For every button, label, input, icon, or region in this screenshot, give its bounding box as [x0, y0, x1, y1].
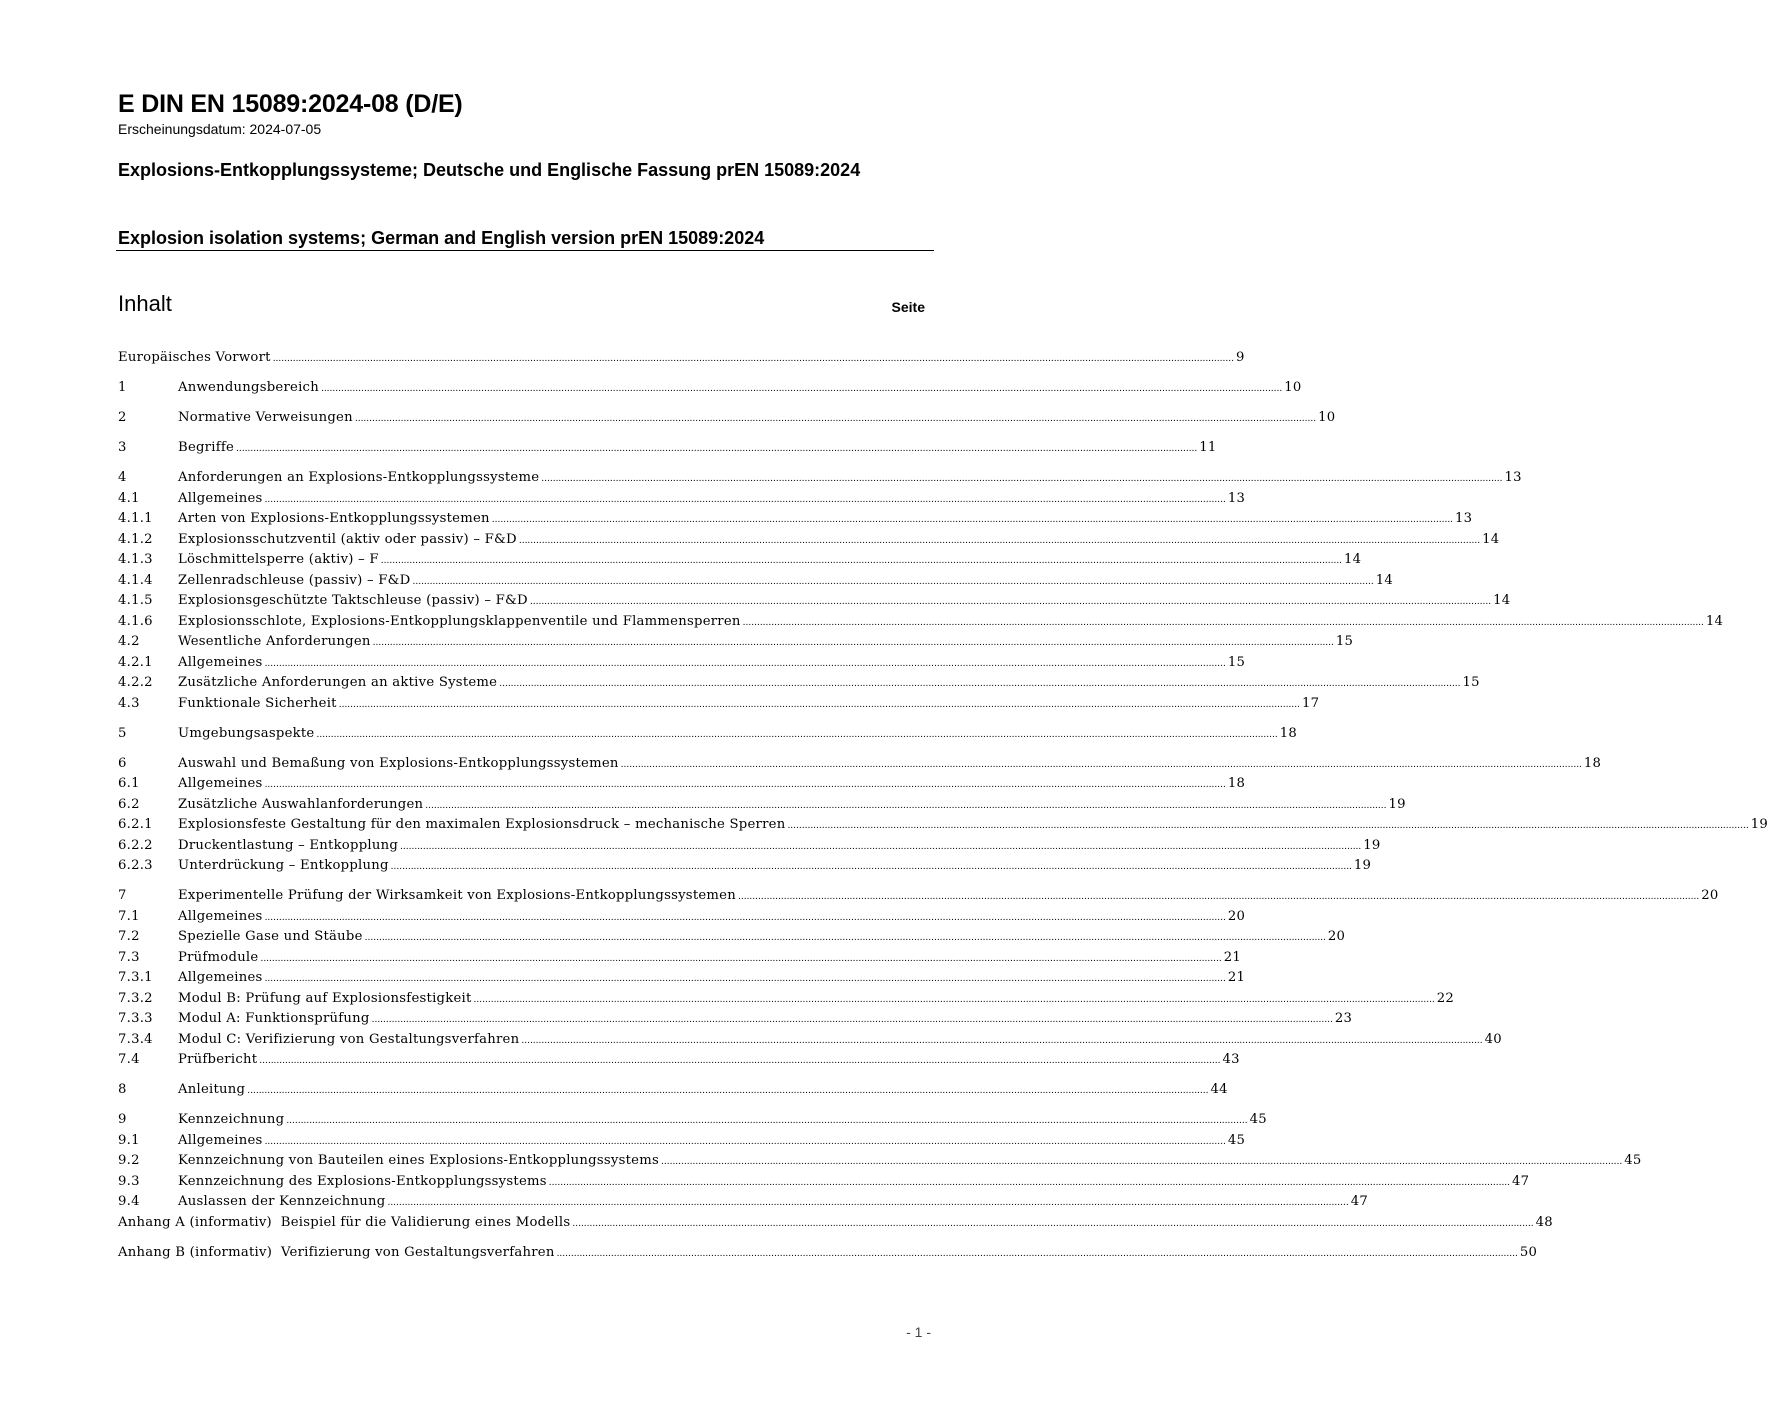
toc-entry-page: 20: [1327, 929, 1346, 944]
toc-leader-dots: [621, 755, 1582, 776]
toc-leader-dots: [661, 1152, 1622, 1173]
toc-entry-number: 4.1.5: [118, 593, 153, 608]
toc-entry-title: Anhang B (informativ) Verifizierung von Gestaltungsverfahren: [118, 1244, 555, 1260]
toc-entry[interactable]: [118, 1131, 1246, 1152]
toc-entry-title: Allgemeines: [178, 1132, 263, 1148]
toc-entry[interactable]: [118, 968, 1246, 989]
toc-leader-dots: [259, 1051, 1220, 1072]
toc-entry-title: Anforderungen an Explosions-Entkopplungssysteme: [178, 470, 540, 485]
toc-entry-page: 21: [1223, 949, 1241, 965]
table-of-contents: [118, 348, 1768, 1263]
toc-entry-number: 4.3: [118, 695, 140, 711]
toc-leader-dots: [572, 1214, 1533, 1235]
toc-entry-title: Zusätzliche Anforderungen an aktive Systeme: [178, 675, 498, 690]
toc-entry-title: Anwendungsbereich: [178, 380, 319, 395]
toc-entry-number: 9.3: [118, 1173, 140, 1189]
toc-entry-number: 4.2: [118, 634, 140, 649]
toc-entry-title: Kennzeichnung: [178, 1112, 285, 1127]
toc-entry-title: Druckentlastung – Entkopplung: [178, 837, 399, 853]
toc-entry-title: Modul C: Verifizierung von Gestaltungsverfahren: [178, 1031, 520, 1047]
toc-leader-dots: [541, 469, 1502, 490]
toc-entry-number: 3: [118, 440, 127, 455]
toc-entry-title: Löschmittelsperre (aktiv) – F: [178, 552, 379, 567]
toc-leader-dots: [355, 409, 1316, 430]
toc-leader-dots: [365, 928, 1326, 949]
toc-entry-page: 50: [1519, 1244, 1538, 1260]
toc-entry-page: 43: [1222, 1052, 1240, 1067]
toc-entry-title: Kennzeichnung von Bauteilen eines Explosions-Entkopplungssystems: [178, 1153, 659, 1168]
toc-entry-number: 7: [118, 888, 127, 903]
toc-entry-title: Prüfmodule: [178, 949, 259, 965]
toc-entry-number: 8: [118, 1082, 127, 1097]
toc-entry[interactable]: [118, 927, 1346, 948]
toc-entry-number: 7.3.3: [118, 1011, 153, 1026]
toc-entry-number: 7.2: [118, 929, 140, 944]
toc-entry-page: 40: [1484, 1031, 1502, 1047]
toc-leader-dots: [265, 1132, 1226, 1153]
toc-entry-page: 18: [1227, 776, 1246, 791]
toc-entry-page: 13: [1227, 490, 1246, 506]
toc-leader-dots: [373, 633, 1334, 654]
toc-entry-number: 7.3.1: [118, 970, 153, 985]
toc-entry[interactable]: [118, 1213, 1553, 1234]
toc-leader-dots: [247, 1081, 1208, 1102]
toc-leader-dots: [499, 674, 1460, 695]
toc-entry-title: Zusätzliche Auswahlanforderungen: [178, 796, 424, 812]
toc-entry[interactable]: [118, 571, 1394, 592]
toc-entry[interactable]: [118, 673, 1480, 694]
toc-entry-title: Arten von Explosions-Entkopplungssystemen: [178, 511, 490, 526]
toc-entry[interactable]: [118, 754, 1602, 775]
toc-leader-dots: [265, 908, 1226, 929]
toc-entry-number: 9.1: [118, 1132, 140, 1148]
toc-entry[interactable]: [118, 1080, 1228, 1101]
toc-leader-dots: [236, 439, 1197, 460]
toc-entry-title: Explosionsgeschützte Taktschleuse (passiv) – F&D: [178, 593, 528, 608]
toc-entry-number: 4.2.1: [118, 654, 153, 670]
page-column-label: Seite: [891, 299, 925, 315]
toc-entry-page: 45: [1249, 1112, 1267, 1127]
toc-leader-dots: [265, 775, 1226, 796]
toc-entry[interactable]: [118, 1172, 1530, 1193]
document-id: E DIN EN 15089:2024-08 (D/E): [118, 90, 463, 118]
toc-entry[interactable]: [118, 836, 1381, 857]
toc-leader-dots: [530, 592, 1491, 613]
toc-entry-number: 7.3.4: [118, 1031, 153, 1047]
toc-entry-title: Allgemeines: [178, 776, 263, 791]
toc-leader-dots: [286, 1111, 1247, 1132]
toc-entry-number: 6.2.1: [118, 817, 153, 832]
toc-leader-dots: [557, 1244, 1518, 1265]
toc-entry-number: 9: [118, 1112, 127, 1127]
toc-heading: Inhalt: [118, 291, 172, 316]
toc-entry-page: 44: [1210, 1082, 1228, 1097]
toc-leader-dots: [381, 551, 1342, 572]
toc-leader-dots: [265, 654, 1226, 675]
toc-entry-page: 14: [1493, 593, 1511, 608]
toc-entry-title: Experimentelle Prüfung der Wirksamkeit von Explosions-Entkopplungssystemen: [178, 888, 736, 903]
toc-entry-page: 48: [1535, 1214, 1553, 1230]
toc-leader-dots: [265, 490, 1226, 511]
toc-entry-number: 1: [118, 380, 127, 395]
toc-entry[interactable]: [118, 653, 1246, 674]
toc-entry-title: Allgemeines: [178, 908, 263, 924]
toc-entry-title: Explosionsschlote, Explosions-Entkopplungsklappenventile und Flammensperren: [178, 613, 741, 629]
toc-entry[interactable]: [118, 1009, 1353, 1030]
toc-entry-number: 4.1.2: [118, 531, 153, 547]
toc-entry-title: Spezielle Gase und Stäube: [178, 929, 363, 944]
toc-entry-title: Anleitung: [178, 1082, 246, 1097]
toc-entry-page: 9: [1235, 350, 1245, 365]
toc-leader-dots: [265, 969, 1226, 990]
toc-entry-page: 11: [1199, 440, 1217, 455]
toc-entry-title: Explosionsfeste Gestaltung für den maximalen Explosionsdruck – mechanische Sperren: [178, 817, 786, 832]
toc-leader-dots: [425, 796, 1386, 817]
toc-leader-dots: [391, 857, 1352, 878]
toc-entry[interactable]: [118, 489, 1246, 510]
toc-leader-dots: [339, 695, 1300, 716]
page-number: - 1 -: [906, 1324, 931, 1340]
toc-entry-page: 19: [1388, 796, 1406, 812]
title-german: Explosions-Entkopplungssysteme; Deutsche und Englische Fassung prEN 15089:2024: [118, 160, 861, 180]
toc-entry-page: 21: [1227, 970, 1246, 985]
toc-entry-number: 6.1: [118, 776, 140, 791]
toc-entry[interactable]: [118, 1050, 1240, 1071]
toc-entry-number: 6.2: [118, 796, 140, 812]
toc-leader-dots: [787, 816, 1748, 837]
toc-entry-number: 6: [118, 755, 127, 771]
toc-entry-page: 47: [1350, 1194, 1368, 1209]
toc-entry-title: Allgemeines: [178, 490, 263, 506]
toc-entry-title: Unterdrückung – Entkopplung: [178, 858, 389, 873]
toc-entry[interactable]: [118, 408, 1336, 429]
toc-entry[interactable]: [118, 612, 1724, 633]
toc-leader-dots: [400, 837, 1361, 858]
toc-entry-number: 4.1.4: [118, 572, 153, 588]
toc-entry-title: Explosionsschutzventil (aktiv oder passiv) – F&D: [178, 531, 517, 547]
toc-entry-number: 7.4: [118, 1052, 140, 1067]
toc-leader-dots: [321, 379, 1282, 400]
toc-entry-page: 14: [1375, 572, 1394, 588]
toc-entry-title: Kennzeichnung des Explosions-Entkopplungssystems: [178, 1173, 547, 1189]
toc-entry-title: Modul B: Prüfung auf Explosionsfestigkeit: [178, 990, 472, 1006]
toc-entry-page: 14: [1482, 531, 1500, 547]
toc-entry[interactable]: [118, 1243, 1538, 1264]
publication-date: Erscheinungsdatum: 2024-07-05: [118, 121, 322, 137]
toc-entry-page: 19: [1750, 817, 1768, 832]
toc-entry-page: 47: [1512, 1173, 1530, 1189]
toc-entry-page: 14: [1344, 552, 1362, 567]
toc-entry-title: Modul A: Funktionsprüfung: [178, 1011, 370, 1026]
toc-entry[interactable]: [118, 774, 1246, 795]
toc-entry-title: Wesentliche Anforderungen: [178, 634, 371, 649]
toc-entry-number: 4.1.1: [118, 511, 153, 526]
title-english: Explosion isolation systems; German and English version prEN 15089:2024: [118, 228, 765, 248]
toc-entry[interactable]: [118, 591, 1511, 612]
toc-entry-page: 22: [1436, 990, 1455, 1006]
toc-entry-page: 14: [1705, 613, 1724, 629]
toc-entry-number: 6.2.2: [118, 837, 153, 853]
toc-entry-title: Anhang A (informativ) Beispiel für die Validierung eines Modells: [118, 1214, 571, 1230]
toc-entry-title: Begriffe: [178, 440, 235, 455]
toc-entry-number: 7.3.2: [118, 990, 153, 1006]
toc-entry[interactable]: [118, 438, 1217, 459]
toc-entry[interactable]: [118, 468, 1522, 489]
toc-entry-number: 9.4: [118, 1194, 140, 1209]
toc-leader-dots: [738, 887, 1699, 908]
toc-leader-dots: [519, 531, 1480, 552]
toc-leader-dots: [316, 725, 1277, 746]
toc-entry-page: 45: [1227, 1132, 1246, 1148]
title-divider: [116, 250, 934, 251]
toc-leader-dots: [474, 990, 1435, 1011]
toc-entry[interactable]: [118, 1192, 1368, 1213]
toc-entry[interactable]: [118, 989, 1455, 1010]
toc-entry[interactable]: [118, 1110, 1267, 1131]
toc-entry-page: 20: [1701, 888, 1719, 903]
toc-entry[interactable]: [118, 694, 1320, 715]
toc-entry-page: 10: [1284, 380, 1302, 395]
toc-entry[interactable]: [118, 795, 1406, 816]
toc-entry[interactable]: [118, 856, 1372, 877]
toc-entry-title: Auswahl und Bemaßung von Explosions-Entkopplungssystemen: [178, 755, 619, 771]
toc-entry[interactable]: [118, 815, 1768, 836]
toc-entry[interactable]: [118, 948, 1241, 969]
toc-entry[interactable]: [118, 550, 1362, 571]
toc-entry[interactable]: [118, 1030, 1502, 1051]
toc-entry-number: 6.2.3: [118, 858, 153, 873]
toc-entry-page: 20: [1227, 908, 1246, 924]
toc-entry-page: 18: [1583, 755, 1602, 771]
toc-entry-number: 4.1.6: [118, 613, 153, 629]
toc-entry[interactable]: [118, 1151, 1642, 1172]
toc-leader-dots: [260, 949, 1221, 970]
toc-entry-number: 4.1.3: [118, 552, 153, 567]
toc-entry-page: 17: [1301, 695, 1320, 711]
toc-leader-dots: [273, 349, 1234, 370]
toc-entry-page: 19: [1363, 837, 1381, 853]
toc-entry[interactable]: [118, 378, 1302, 399]
toc-entry-number: 2: [118, 410, 127, 425]
toc-entry-page: 13: [1504, 470, 1522, 485]
toc-entry-page: 15: [1335, 634, 1354, 649]
toc-entry-page: 18: [1279, 725, 1298, 741]
toc-entry[interactable]: [118, 530, 1500, 551]
toc-entry-number: 4: [118, 470, 127, 485]
toc-leader-dots: [412, 572, 1373, 593]
toc-leader-dots: [372, 1010, 1333, 1031]
toc-entry[interactable]: [118, 907, 1246, 928]
toc-entry-title: Allgemeines: [178, 970, 263, 985]
toc-entry-title: Europäisches Vorwort: [118, 350, 271, 365]
toc-entry-page: 10: [1318, 410, 1336, 425]
toc-leader-dots: [521, 1031, 1482, 1052]
toc-entry-title: Zellenradschleuse (passiv) – F&D: [178, 572, 411, 588]
toc-entry-page: 23: [1334, 1011, 1353, 1026]
toc-entry-number: 4.2.2: [118, 675, 153, 690]
toc-entry-page: 15: [1462, 675, 1480, 690]
toc-entry-title: Funktionale Sicherheit: [178, 695, 337, 711]
toc-entry-title: Prüfbericht: [178, 1052, 258, 1067]
toc-entry-title: Allgemeines: [178, 654, 263, 670]
toc-entry[interactable]: [118, 509, 1473, 530]
toc-entry-title: Normative Verweisungen: [178, 410, 353, 425]
toc-entry-number: 7.1: [118, 908, 140, 924]
toc-entry[interactable]: [118, 348, 1245, 369]
toc-entry-number: 4.1: [118, 490, 140, 506]
toc-leader-dots: [492, 510, 1453, 531]
toc-entry[interactable]: [118, 886, 1719, 907]
toc-entry-page: 19: [1353, 858, 1372, 873]
toc-leader-dots: [387, 1193, 1348, 1214]
toc-entry-number: 7.3: [118, 949, 140, 965]
toc-leader-dots: [549, 1173, 1510, 1194]
toc-entry-number: 9.2: [118, 1153, 140, 1168]
toc-entry-page: 15: [1227, 654, 1246, 670]
toc-entry-page: 45: [1624, 1153, 1642, 1168]
toc-entry-number: 5: [118, 725, 127, 741]
toc-entry[interactable]: [118, 632, 1354, 653]
toc-entry[interactable]: [118, 724, 1298, 745]
toc-entry-title: Auslassen der Kennzeichnung: [178, 1194, 386, 1209]
toc-entry-title: Umgebungsaspekte: [178, 725, 315, 741]
toc-leader-dots: [743, 613, 1704, 634]
toc-entry-page: 13: [1455, 511, 1473, 526]
